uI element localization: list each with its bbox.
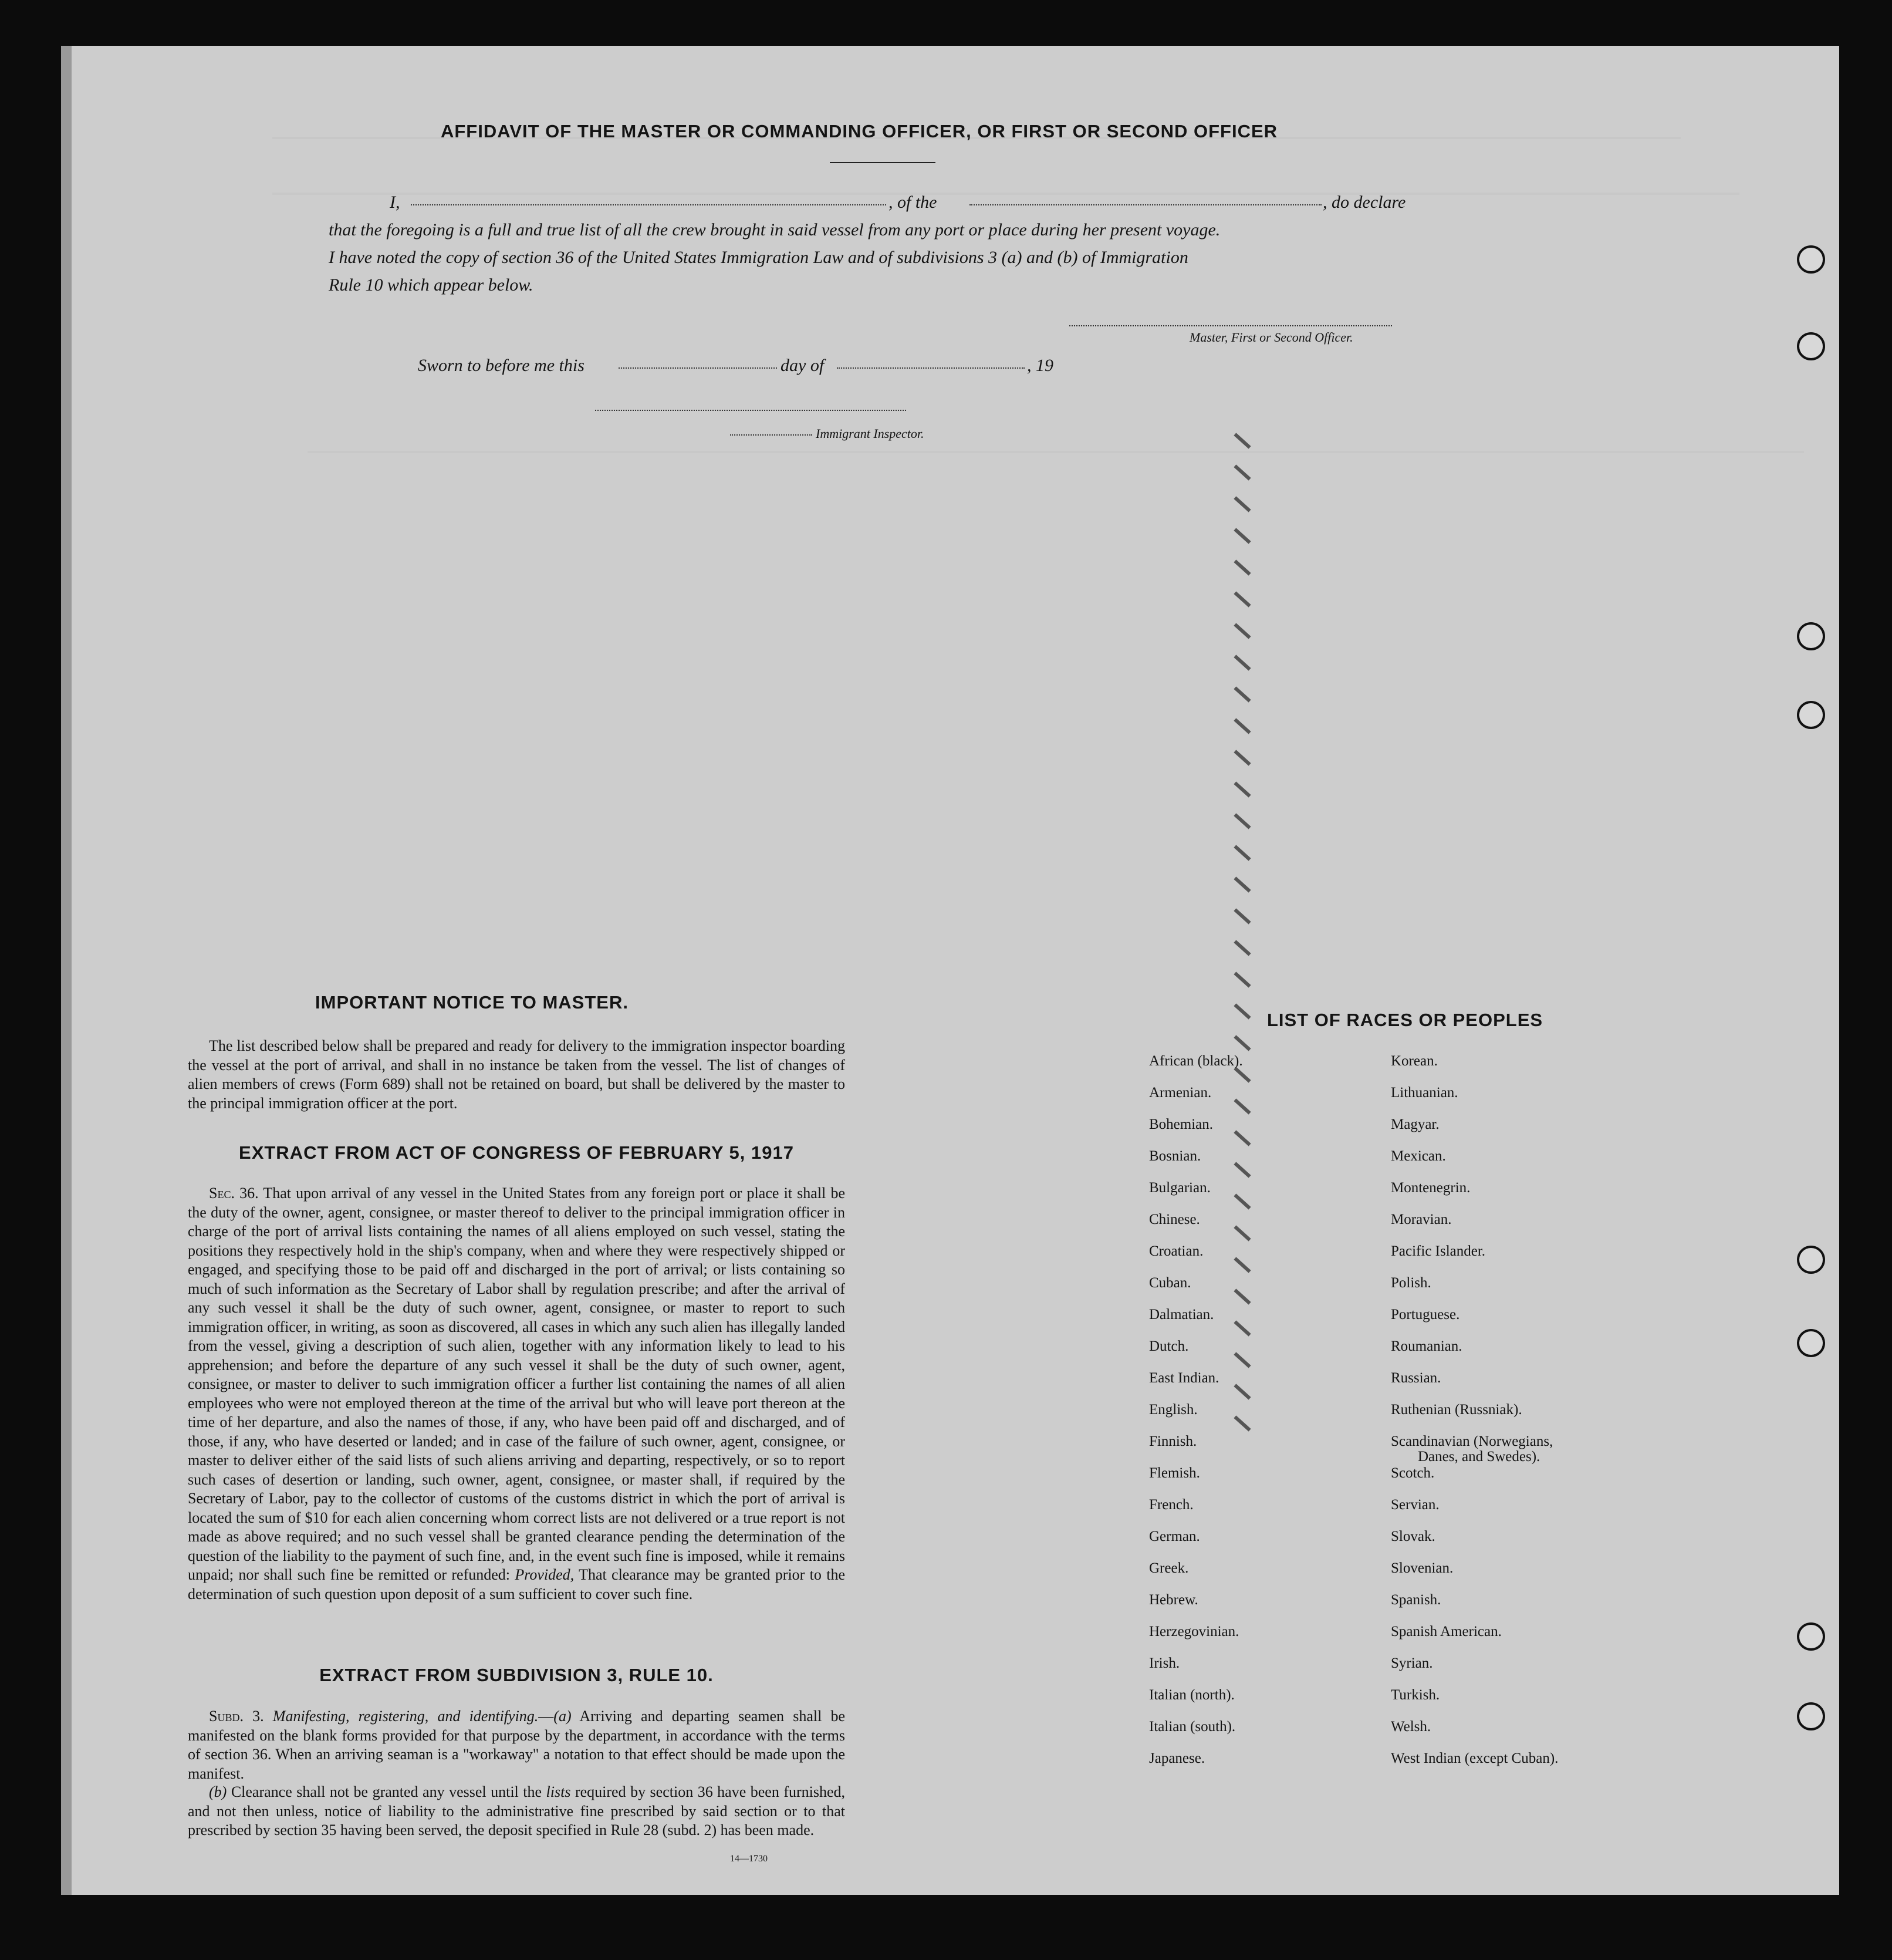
para-b-lists: lists	[546, 1783, 571, 1800]
check-mark	[1234, 528, 1251, 544]
check-mark	[1234, 559, 1251, 575]
race-item: Dutch.	[1149, 1338, 1189, 1354]
race-item: African (black).	[1149, 1053, 1243, 1069]
sworn-prefix: Sworn to before me this	[418, 356, 585, 375]
sworn-day-of: day of	[781, 356, 825, 375]
check-mark	[1234, 496, 1251, 512]
race-item: Portuguese.	[1391, 1307, 1460, 1323]
race-item: Spanish.	[1391, 1592, 1441, 1608]
sworn-year: , 19	[1027, 356, 1053, 375]
act-body-b: That clearance may be granted prior to the determination of such question upon deposit of a sum sufficient to cover such fine.	[188, 1566, 845, 1603]
race-item: Ruthenian (Russniak).	[1391, 1402, 1522, 1418]
punch-hole	[1797, 332, 1825, 360]
race-item: German.	[1149, 1529, 1200, 1544]
rule-para-a: Subd. 3. Manifesting, registering, and identifying.—(a) Arriving and departing seamen shall be manifested on the blank forms provided for that purpose by the department, in accordance with the terms of section 36. When an arriving seaman is a "workaway" a notation to that effect should be made upon the manifest.	[188, 1708, 845, 1782]
punch-hole	[1797, 1246, 1825, 1274]
check-mark	[1234, 908, 1251, 924]
check-mark	[1234, 655, 1251, 670]
race-item: Spanish American.	[1391, 1624, 1502, 1639]
race-item: Herzegovinian.	[1149, 1624, 1239, 1639]
affidavit-do-declare: , do declare	[1323, 193, 1406, 212]
check-mark	[1234, 718, 1251, 734]
name-blank[interactable]	[411, 204, 886, 205]
race-item: Italian (north).	[1149, 1687, 1235, 1703]
officer-signature-blank[interactable]	[1069, 325, 1392, 326]
race-item: Montenegrin.	[1391, 1180, 1471, 1196]
race-item: Finnish.	[1149, 1433, 1197, 1449]
affidavit-line3: I have noted the copy of section 36 of the United States Immigration Law and of subdivisions 3 (a) and (b) of Immigration	[329, 248, 1188, 267]
race-item: Armenian.	[1149, 1085, 1212, 1101]
races-right-column	[1391, 1045, 1558, 1775]
manifest-page	[61, 46, 1839, 1895]
race-item: Slovak.	[1391, 1529, 1435, 1544]
notice-title: IMPORTANT NOTICE TO MASTER.	[315, 992, 629, 1013]
subd-title: Manifesting, registering, and identifying.	[272, 1708, 539, 1725]
rule-para-b	[188, 1783, 845, 1840]
para-b-text-1: Clearance shall not be granted any vessel until the	[231, 1783, 542, 1800]
check-mark	[1234, 876, 1251, 892]
race-item: Korean.	[1391, 1053, 1438, 1069]
race-item: Slovenian.	[1391, 1560, 1454, 1576]
race-item: Cuban.	[1149, 1275, 1191, 1291]
act-extract-body	[188, 1184, 845, 1604]
subd-label: Subd. 3.	[209, 1708, 264, 1725]
check-mark	[1234, 750, 1251, 765]
race-item: Scandinavian (Norwegians, Danes, and Swedes).	[1391, 1426, 1558, 1458]
rule-extract-title: EXTRACT FROM SUBDIVISION 3, RULE 10.	[319, 1665, 714, 1685]
act-body-a: That upon arrival of any vessel in the United States from any foreign port or place it shall be the duty of the owner, agent, consignee, or master thereof to deliver to the principal immigration officer in charge of the port of arrival lists containing the names of all aliens employed on such vessel, stating the positions they respectively hold in the ship's company, when and where they were respectively shipped or engaged, and specifying those to be paid off and discharged in the port of arrival; or lists containing so much of such information as the Secretary of Labor shall by regulation prescribe; and after the arrival of any such vessel it shall be the duty of such owner, agent, consignee, or master to report to such immigration officer, in writing, as soon as discovered, all cases in which any such alien has illegally landed from the vessel, giving a description of such alien, together with any information likely to lead to his apprehension; and before the departure of any such vessel it shall be the duty of such owner, agent, consignee, or master to deliver to such immigration officer a further list containing the names of all alien employees who were not employed thereon at the time of the arrival but who will leave port thereon at the time of her departure, and also the names of those, if any, who have been paid off and discharged, and of those, if any, who have deserted or landed; and in case of the failure of such owner, agent, consignee, or master to deliver either of the said lists of such aliens arriving and departing, respectively, or so to report such cases of desertion or landing, such owner, agent, consignee, or master shall, if required by the Secretary of Labor, pay to the collector of customs of the customs district in which the port of arrival is located the sum of $10 for each alien concerning whom correct lists are not delivered or a true report is not made as above required; and no such vessel shall be granted clearance pending the determination of the question of the liability to the payment of such fine, and, in the event such fine is imposed, while it remains unpaid; nor shall such fine be remitted or refunded:	[188, 1185, 845, 1583]
race-item: West Indian (except Cuban).	[1391, 1750, 1559, 1766]
race-item: Chinese.	[1149, 1212, 1200, 1227]
sworn-month-blank[interactable]	[837, 367, 1025, 369]
para-a-text: Arriving and departing seamen shall be manifested on the blank forms provided for that purpose by the department, in accordance with the terms of section 36. When an arriving seaman is a "workaway" a notation to that effect should be made upon the manifest.	[188, 1708, 845, 1782]
check-mark	[1234, 686, 1251, 702]
para-b-marker: (b)	[209, 1783, 227, 1800]
check-mark	[1234, 433, 1251, 448]
check-mark	[1234, 464, 1251, 480]
race-item: Bohemian.	[1149, 1116, 1214, 1132]
vessel-blank[interactable]	[969, 204, 1322, 205]
affidavit-title: AFFIDAVIT OF THE MASTER OR COMMANDING OFFICER, OR FIRST OR SECOND OFFICER	[440, 121, 1278, 141]
race-item: East Indian.	[1149, 1370, 1219, 1386]
race-item: Magyar.	[1391, 1116, 1440, 1132]
race-item: Dalmatian.	[1149, 1307, 1214, 1323]
form-number: 14—1730	[730, 1854, 768, 1864]
race-item: Syrian.	[1391, 1655, 1433, 1671]
race-item: Mexican.	[1391, 1148, 1446, 1164]
check-mark	[1234, 591, 1251, 607]
sworn-day-blank[interactable]	[619, 367, 777, 369]
race-item: Bosnian.	[1149, 1148, 1201, 1164]
officer-signature-caption: Master, First or Second Officer.	[1190, 330, 1353, 345]
punch-hole	[1797, 1622, 1825, 1651]
affidavit-i: I,	[390, 193, 400, 212]
affidavit-line2: that the foregoing is a full and true list of all the crew brought in said vessel from any port or place during her present voyage.	[329, 220, 1221, 239]
race-item: Italian (south).	[1149, 1719, 1236, 1735]
punch-hole	[1797, 245, 1825, 274]
affidavit-line4: Rule 10 which appear below.	[329, 275, 533, 295]
race-item: Russian.	[1391, 1370, 1441, 1386]
check-mark	[1234, 971, 1251, 987]
race-item-continuation: Danes, and Swedes).	[1418, 1449, 1540, 1465]
check-mark	[1234, 845, 1251, 861]
notice-body: The list described below shall be prepared and ready for delivery to the immigration inspector boarding the vessel at the port of arrival, and shall in no instance be taken from the vessel. The list of changes of alien members of crews (Form 689) shall not be retained on board, but shall be delivered by the master to the principal immigration officer at the port.	[188, 1037, 845, 1112]
race-item: Turkish.	[1391, 1687, 1440, 1703]
race-item: Pacific Islander.	[1391, 1243, 1486, 1259]
inspector-dot-leader	[730, 434, 812, 436]
punch-hole	[1797, 701, 1825, 729]
punch-hole	[1797, 1702, 1825, 1730]
provided-word: Provided,	[515, 1566, 575, 1583]
race-item: Irish.	[1149, 1655, 1180, 1671]
para-b-text-2: required by section 36 have been furnished, and not then unless, notice of liability to the administrative fine prescribed by said section or to that prescribed by section 35 having been served, the deposit specified in Rule 28 (subd. 2) has been made.	[188, 1783, 846, 1838]
sec-label: Sec. 36.	[209, 1185, 259, 1202]
race-item: English.	[1149, 1402, 1198, 1418]
para-a-marker: (a)	[553, 1708, 572, 1725]
punch-hole	[1797, 622, 1825, 650]
act-extract-title: EXTRACT FROM ACT OF CONGRESS OF FEBRUARY 5, 1917	[239, 1142, 794, 1163]
race-item: Croatian.	[1149, 1243, 1204, 1259]
race-item: Hebrew.	[1149, 1592, 1198, 1608]
inspector-caption: Immigrant Inspector.	[816, 426, 924, 441]
race-item: Roumanian.	[1391, 1338, 1462, 1354]
check-mark	[1234, 940, 1251, 956]
race-item: Flemish.	[1149, 1465, 1200, 1481]
race-item: Scotch.	[1391, 1465, 1435, 1481]
race-item: Bulgarian.	[1149, 1180, 1211, 1196]
races-left-column	[1149, 1045, 1243, 1775]
race-item: Polish.	[1391, 1275, 1431, 1291]
race-item: Greek.	[1149, 1560, 1189, 1576]
affidavit-of-the: , of the	[888, 193, 937, 212]
check-mark	[1234, 813, 1251, 829]
punch-hole	[1797, 1329, 1825, 1357]
title-underline	[830, 162, 935, 163]
check-mark	[1234, 623, 1251, 639]
race-item: Servian.	[1391, 1497, 1440, 1513]
check-mark	[1234, 781, 1251, 797]
inspector-signature-blank[interactable]	[595, 410, 906, 411]
race-item: Welsh.	[1391, 1719, 1431, 1735]
race-item: French.	[1149, 1497, 1194, 1513]
race-item: Lithuanian.	[1391, 1085, 1458, 1101]
race-item: Japanese.	[1149, 1750, 1205, 1766]
races-title: LIST OF RACES OR PEOPLES	[1266, 1010, 1543, 1030]
race-item: Moravian.	[1391, 1212, 1452, 1227]
